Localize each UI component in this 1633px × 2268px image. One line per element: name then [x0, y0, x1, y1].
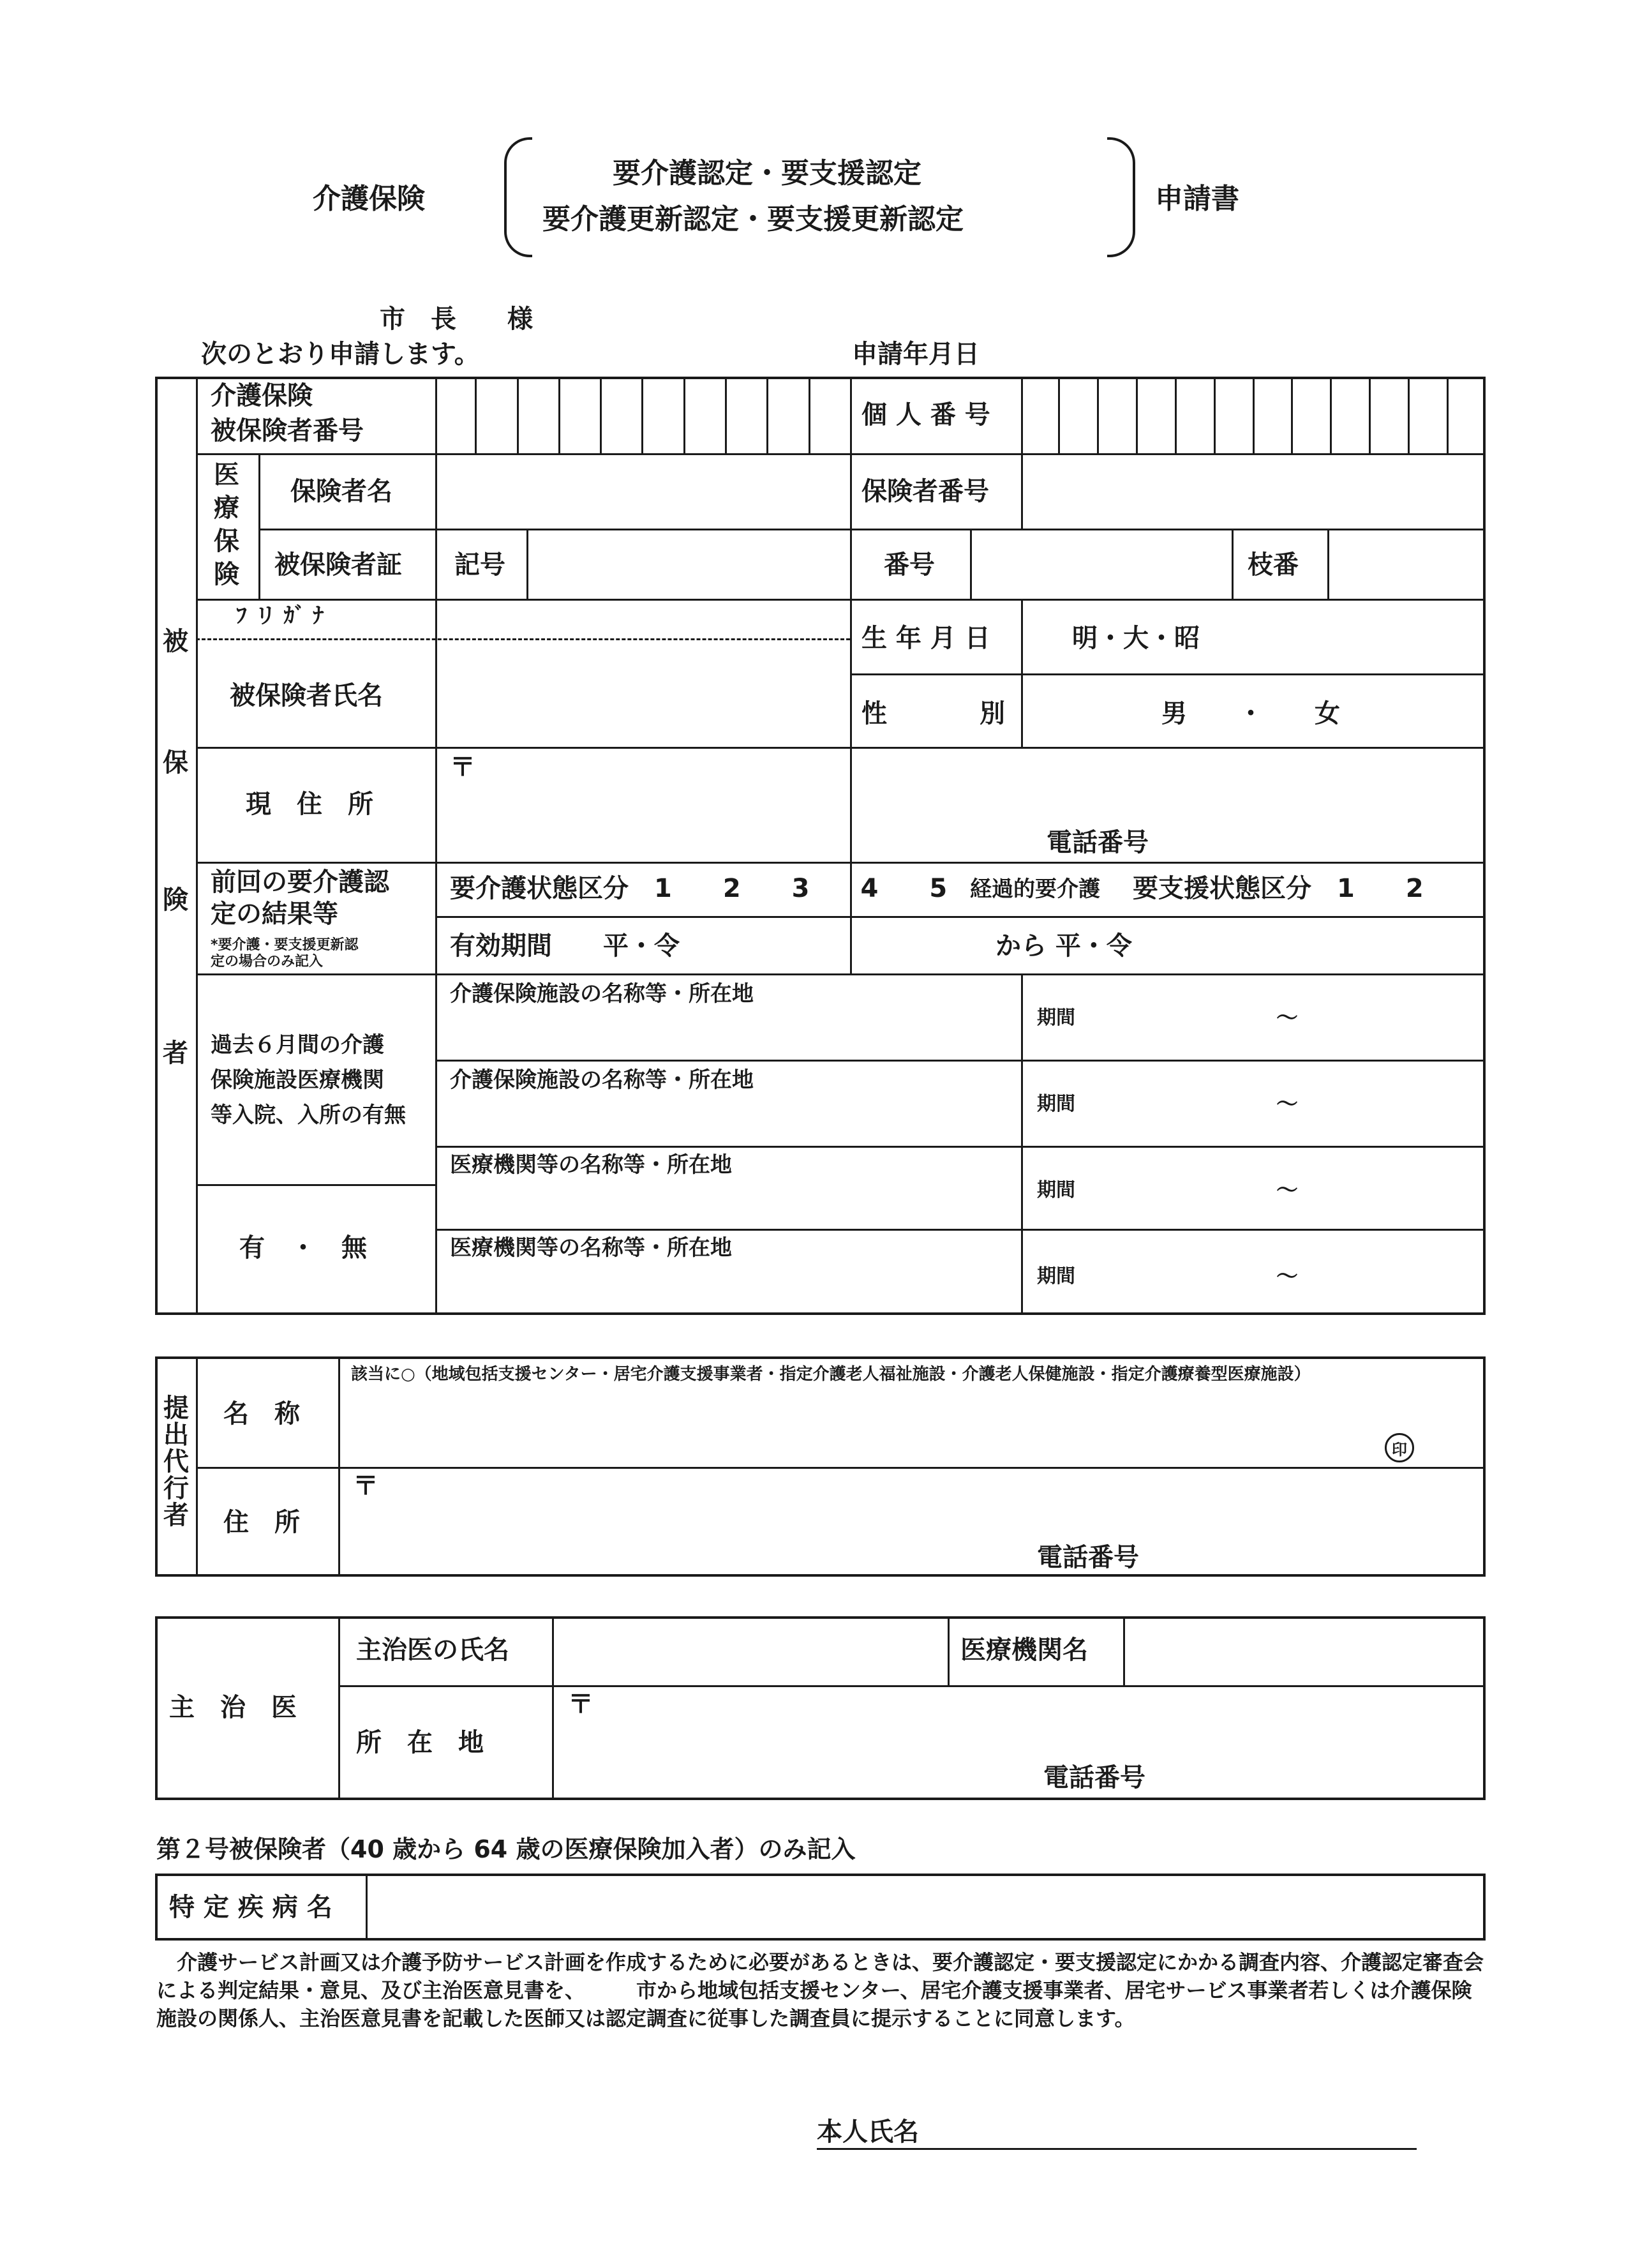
insured-side-2: 保 — [163, 748, 188, 777]
facility-row-tilde: ～ — [1276, 1178, 1298, 1203]
agent-phone-label: 電話番号 — [1037, 1543, 1139, 1572]
insured-name-label: 被保険者氏名 — [230, 681, 383, 710]
signature-line[interactable] — [817, 2148, 1417, 2150]
past-label-2: 保険施設医療機関 — [211, 1067, 384, 1093]
facility-row-period: 期間 — [1037, 1093, 1075, 1115]
left-bracket — [504, 137, 532, 257]
right-bracket — [1107, 137, 1135, 257]
prev-label-2: 定の結果等 — [211, 899, 338, 929]
facility-row-label: 介護保険施設の名称等・所在地 — [450, 981, 754, 1007]
agent-name-label: 名 称 — [223, 1399, 300, 1429]
valid-period-label: 有効期間 平・令 — [450, 931, 680, 961]
agent-address-label: 住 所 — [223, 1508, 300, 1537]
prev-note-1: *要介護・要支援更新認 — [211, 937, 359, 953]
institution-label: 医療機関名 — [960, 1635, 1088, 1665]
facility-row-tilde: ～ — [1276, 1092, 1298, 1117]
prev-note-2: 定の場合のみ記入 — [211, 954, 324, 970]
insurer-number-label: 保険者番号 — [861, 477, 989, 506]
prev-label-1: 前回の要介護認 — [211, 867, 389, 897]
disease-row — [155, 1874, 1486, 1941]
medical-side-label: 医 療 保 険 — [214, 460, 239, 589]
insured-side-4: 者 — [163, 1039, 188, 1068]
phone-label: 電話番号 — [1047, 828, 1149, 857]
era-options[interactable]: 明・大・昭 — [1072, 624, 1200, 653]
kaigo-no-label-1: 介護保険 — [211, 381, 313, 410]
doctor-phone-label: 電話番号 — [1043, 1763, 1145, 1792]
furigana-label: ﾌ リ ｶﾞ ﾅ — [236, 603, 324, 629]
insured-section — [155, 377, 1486, 1315]
valid-from-label: から 平・令 — [995, 931, 1132, 961]
bango-label: 番号 — [884, 550, 935, 580]
intro-text: 次のとおり申請します。 — [201, 340, 480, 369]
kojin-number-label: 個 人 番 号 — [861, 400, 990, 430]
doctor-section — [155, 1616, 1486, 1800]
second-insured-note: 第２号被保険者（40 歳から 64 歳の医療保険加入者）のみ記入 — [156, 1835, 856, 1863]
edaban-label: 枝番 — [1248, 550, 1299, 580]
kojin-number-cells[interactable] — [1021, 377, 1486, 453]
facility-row-tilde: ～ — [1276, 1005, 1298, 1031]
insurer-name-label: 保険者名 — [290, 477, 392, 506]
doctor-side-label: 主 治 医 — [169, 1693, 297, 1722]
facility-row-period: 期間 — [1037, 1265, 1075, 1288]
birth-date-label: 生 年 月 日 — [861, 624, 990, 653]
support-level-options[interactable]: 要支援状態区分 1 2 — [1133, 874, 1424, 903]
agent-side-label: 提 出 代 行 者 — [163, 1393, 189, 1530]
application-date-label: 申請年月日 — [852, 340, 980, 369]
header-line1: 要介護認定・要支援認定 — [613, 157, 921, 190]
consent-paragraph: 介護サービス計画又は介護予防サービス計画を作成するために必要があるときは、要介護認定・要支援認定にかかる調査内容、介護認定審査会による判定結果・意見、及び主治医意見書を、 市から地域包括支援センター、居宅介護支援事業者、居宅サービス事業者若しくは介護保険施設の関係人、主治医意見書を記載した医師又は認定調査に従事した調査員に提示することに同意します。 — [156, 1950, 1484, 2031]
sex-label-2: 別 — [980, 699, 1005, 728]
header-suffix: 申請書 — [1155, 183, 1239, 215]
doctor-postal-mark: 〒 — [568, 1690, 593, 1719]
facility-row-label: 介護保険施設の名称等・所在地 — [450, 1067, 754, 1093]
card-label: 被保険者証 — [274, 550, 402, 580]
doctor-name-label: 主治医の氏名 — [356, 1635, 509, 1665]
header-prefix: 介護保険 — [313, 183, 425, 215]
addressee: 市 長 様 — [380, 304, 533, 334]
address-label: 現 住 所 — [246, 790, 373, 819]
disease-label: 特 定 疾 病 名 — [169, 1893, 332, 1922]
doctor-location-label: 所 在 地 — [356, 1728, 484, 1757]
facility-row-label: 医療機関等の名称等・所在地 — [450, 1152, 732, 1178]
past-label-3: 等入院、入所の有無 — [211, 1102, 406, 1128]
agent-type-note: 該当に○（地域包括支援センター・居宅介護支援事業者・指定介護老人福祉施設・介護老人保健施設・指定介護療養型医療施設） — [351, 1365, 1311, 1384]
kigo-label: 記号 — [454, 550, 505, 580]
postal-mark: 〒 — [450, 753, 475, 782]
transitional-care[interactable]: 経過的要介護 — [970, 876, 1100, 902]
past-label-1: 過去６月間の介護 — [211, 1032, 384, 1058]
facility-row-period: 期間 — [1037, 1007, 1075, 1029]
seal-mark: 印 — [1385, 1433, 1414, 1462]
header-line2: 要介護更新認定・要支援更新認定 — [542, 203, 964, 236]
agent-postal-mark: 〒 — [353, 1471, 378, 1501]
care-level-options[interactable]: 要介護状態区分 1 2 3 4 5 — [450, 874, 948, 903]
yes-no-options[interactable]: 有 ・ 無 — [239, 1233, 367, 1263]
insured-side-1: 被 — [163, 627, 188, 656]
sex-label-1: 性 — [861, 699, 887, 728]
signature-label: 本人氏名 — [817, 2117, 919, 2147]
facility-row-label: 医療機関等の名称等・所在地 — [450, 1235, 732, 1261]
kaigo-no-label-2: 被保険者番号 — [211, 416, 364, 446]
kaigo-number-cells[interactable] — [435, 377, 850, 453]
facility-row-tilde: ～ — [1276, 1264, 1298, 1289]
facility-row-period: 期間 — [1037, 1179, 1075, 1201]
sex-options[interactable]: 男 ・ 女 — [1161, 699, 1340, 728]
insured-side-3: 険 — [163, 885, 188, 915]
